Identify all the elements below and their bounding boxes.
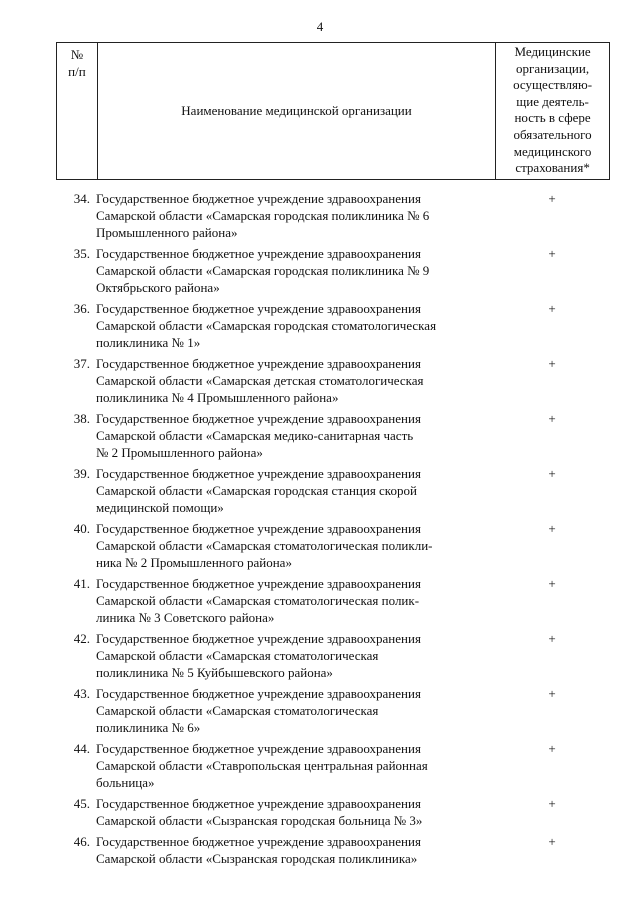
organization-name-line: поликлиника № 5 Куйбышевского района» xyxy=(96,665,333,680)
organization-name-line: Октябрьского района» xyxy=(96,280,220,295)
organization-name-line: Самарской области «Самарская медико-санитарная часть xyxy=(96,428,414,443)
row-number: 42. xyxy=(73,631,90,646)
header-med-line: обязательного xyxy=(513,126,592,142)
oms-participation-mark: + xyxy=(548,466,556,481)
oms-participation-mark: + xyxy=(548,521,556,536)
organization-name-line: Самарской области «Самарская городская поликлиника № 9 xyxy=(96,263,430,278)
table-header xyxy=(56,42,610,180)
row-number: 43. xyxy=(73,686,90,701)
organization-name-line: Самарской области «Самарская городская станция скорой xyxy=(96,483,417,498)
organization-name xyxy=(94,355,494,406)
organization-name xyxy=(94,410,494,461)
oms-participation-mark: + xyxy=(548,631,556,646)
header-med-line: Медицинские xyxy=(514,44,591,59)
header-med-line: медицинского xyxy=(513,143,592,159)
organization-name-line: ника № 2 Промышленного района» xyxy=(96,555,292,570)
table-row xyxy=(56,685,610,736)
table-row xyxy=(56,245,610,296)
organization-name-line: Государственное бюджетное учреждение здравоохранения xyxy=(96,246,421,261)
oms-participation-mark: + xyxy=(548,796,556,811)
organization-name-line: Самарской области «Самарская стоматологическая полик- xyxy=(96,593,420,608)
table-row xyxy=(56,410,610,461)
organization-name xyxy=(94,740,494,791)
organization-name-line: Государственное бюджетное учреждение здравоохранения xyxy=(96,834,421,849)
organization-name-line: Самарской области «Сызранская городская больница № 3» xyxy=(96,813,423,828)
header-med-line: организации, xyxy=(516,60,590,76)
row-number: 46. xyxy=(73,834,90,849)
organization-name-line: Государственное бюджетное учреждение здравоохранения xyxy=(96,686,421,701)
table-row xyxy=(56,190,610,241)
organization-name-line: Самарской области «Сызранская городская поликлиника» xyxy=(96,851,418,866)
organization-name-line: № 2 Промышленного района» xyxy=(96,445,263,460)
organization-name-line: Самарской области «Самарская детская стоматологическая xyxy=(96,373,424,388)
table-row xyxy=(56,575,610,626)
row-number: 35. xyxy=(73,246,90,261)
organization-name-line: Самарской области «Самарская стоматологическая xyxy=(96,648,379,663)
organization-name-line: Государственное бюджетное учреждение здравоохранения xyxy=(96,741,421,756)
organization-name-line: больница» xyxy=(96,775,155,790)
table-row xyxy=(56,630,610,681)
table-row xyxy=(56,520,610,571)
row-number: 38. xyxy=(73,411,90,426)
organization-name-line: линика № 3 Советского района» xyxy=(96,610,275,625)
table-row xyxy=(56,833,610,867)
organization-list xyxy=(56,190,610,871)
table-row xyxy=(56,465,610,516)
organization-name-line: Самарской области «Самарская стоматологическая поликли- xyxy=(96,538,433,553)
row-number: 45. xyxy=(73,796,90,811)
organization-name-line: Самарской области «Самарская стоматологическая xyxy=(96,703,379,718)
organization-name xyxy=(94,795,494,829)
organization-name-line: Государственное бюджетное учреждение здравоохранения xyxy=(96,521,421,536)
oms-participation-mark: + xyxy=(548,191,556,206)
row-number: 37. xyxy=(73,356,90,371)
header-num-cell xyxy=(57,43,98,180)
organization-name-line: медицинской помощи» xyxy=(96,500,224,515)
organization-name-line: Государственное бюджетное учреждение здравоохранения xyxy=(96,191,421,206)
oms-participation-mark: + xyxy=(548,411,556,426)
header-med-line: ность в сфере xyxy=(514,110,591,126)
organization-name xyxy=(94,245,494,296)
organization-name-line: Государственное бюджетное учреждение здравоохранения xyxy=(96,356,421,371)
row-number: 36. xyxy=(73,301,90,316)
row-number: 39. xyxy=(73,466,90,481)
organization-name xyxy=(94,520,494,571)
row-number: 41. xyxy=(73,576,90,591)
header-num-symbol: № xyxy=(70,47,84,62)
organization-name-line: Государственное бюджетное учреждение здравоохранения xyxy=(96,631,421,646)
organization-name-line: Государственное бюджетное учреждение здравоохранения xyxy=(96,796,421,811)
organization-name-line: Государственное бюджетное учреждение здравоохранения xyxy=(96,466,421,481)
organization-name-line: поликлиника № 6» xyxy=(96,720,201,735)
table-row xyxy=(56,740,610,791)
organization-name-line: поликлиника № 1» xyxy=(96,335,201,350)
oms-participation-mark: + xyxy=(548,356,556,371)
organization-name xyxy=(94,575,494,626)
organization-name-line: Государственное бюджетное учреждение здравоохранения xyxy=(96,411,421,426)
organization-name-line: поликлиника № 4 Промышленного района» xyxy=(96,390,339,405)
organization-name-line: Государственное бюджетное учреждение здравоохранения xyxy=(96,576,421,591)
organization-name xyxy=(94,630,494,681)
oms-participation-mark: + xyxy=(548,686,556,701)
row-number: 40. xyxy=(73,521,90,536)
organization-name-line: Самарской области «Самарская городская поликлиника № 6 xyxy=(96,208,430,223)
table-row xyxy=(56,355,610,406)
header-med-line: страхования* xyxy=(515,160,590,176)
organization-name-line: Промышленного района» xyxy=(96,225,238,240)
oms-participation-mark: + xyxy=(548,576,556,591)
header-num-abbrev: п/п xyxy=(68,64,86,79)
header-med-line: щие деятель- xyxy=(516,93,589,109)
organization-name-line: Государственное бюджетное учреждение здравоохранения xyxy=(96,301,421,316)
header-name-cell: Наименование медицинской организации xyxy=(97,43,495,180)
oms-participation-mark: + xyxy=(548,301,556,316)
organization-name xyxy=(94,190,494,241)
page-number: 4 xyxy=(316,19,324,34)
header-med-line: осуществляю- xyxy=(513,77,593,93)
organization-name xyxy=(94,465,494,516)
organization-name-line: Самарской области «Ставропольская центральная районная xyxy=(96,758,428,773)
oms-participation-mark: + xyxy=(548,834,556,849)
oms-participation-mark: + xyxy=(548,246,556,261)
organization-name xyxy=(94,833,494,867)
organization-name xyxy=(94,685,494,736)
table-row xyxy=(56,795,610,829)
oms-participation-mark: + xyxy=(548,741,556,756)
header-med-cell xyxy=(496,43,610,180)
organization-name xyxy=(94,300,494,351)
table-row xyxy=(56,300,610,351)
row-number: 34. xyxy=(73,191,90,206)
row-number: 44. xyxy=(73,741,90,756)
organization-name-line: Самарской области «Самарская городская стоматологическая xyxy=(96,318,437,333)
